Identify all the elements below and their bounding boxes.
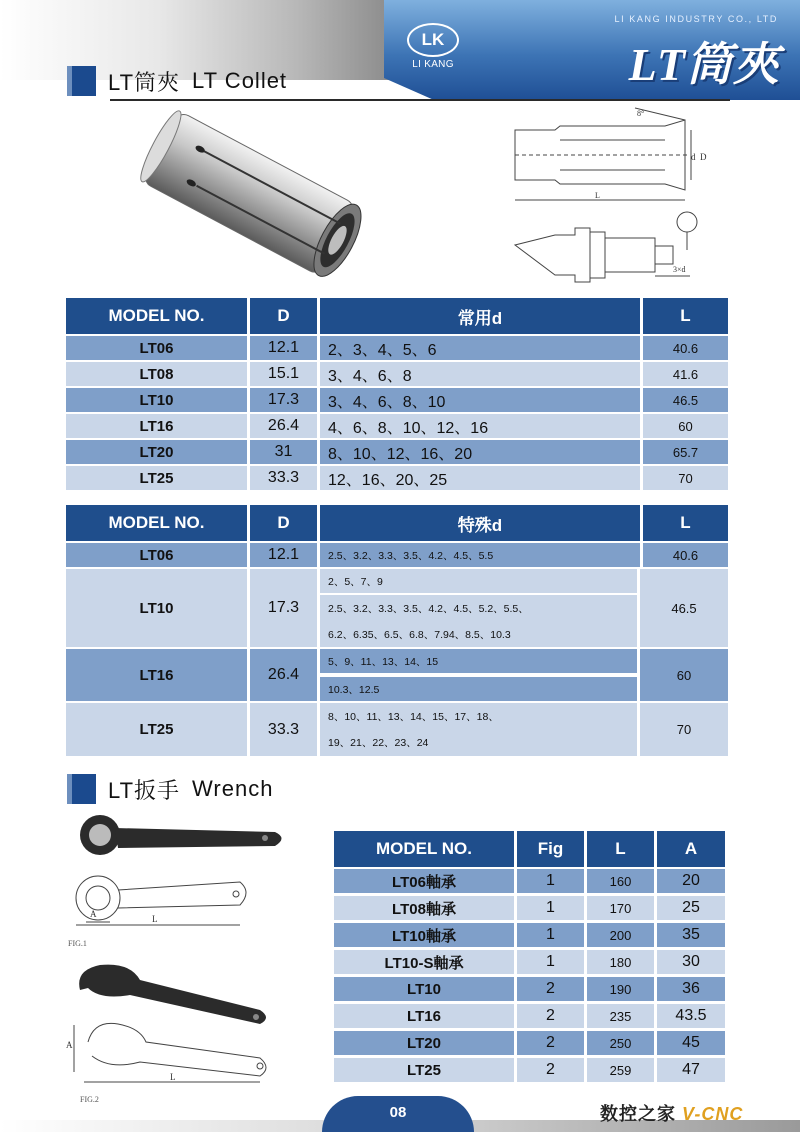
cell-model: LT16 [66, 414, 247, 438]
cell-model: LT16 [334, 1004, 514, 1028]
col-special-d: 特殊d [320, 505, 640, 541]
drawing-D-label: D [700, 152, 707, 162]
cell-d: 4、6、8、10、12、16 [320, 414, 640, 438]
cell-d-multiline [320, 703, 637, 756]
cell-model: LT06 [66, 336, 247, 360]
section-title-cn: LT扳手 [108, 777, 181, 803]
collet-technical-drawing [505, 100, 715, 290]
section-title-cn: LT筒夾 [108, 69, 181, 95]
watermark [600, 1100, 743, 1126]
cell-fig: 1 [517, 923, 584, 947]
watermark-cn: 数控之家 [600, 1104, 676, 1124]
logo-name: LI KANG [412, 59, 454, 70]
cell-D: 17.3 [250, 388, 317, 412]
cell-L: 46.5 [643, 388, 728, 412]
col-model: MODEL NO. [334, 831, 514, 867]
cell-L: 46.5 [640, 569, 728, 647]
cell-L: 160 [587, 869, 654, 893]
col-D: D [250, 505, 317, 541]
cell-L: 65.7 [643, 440, 728, 464]
cell-L: 200 [587, 923, 654, 947]
table-row [66, 362, 728, 386]
cell-model: LT10 [66, 569, 247, 647]
drawing-d-label: d [691, 152, 696, 162]
cell-model: LT06軸承 [334, 869, 514, 893]
table-row [66, 440, 728, 464]
wrench-fig1-photo [80, 815, 282, 855]
cell-d: 2、3、4、5、6 [320, 336, 640, 360]
table-row [334, 869, 728, 893]
cell-L: 170 [587, 896, 654, 920]
cell-L: 60 [643, 414, 728, 438]
drawing-deg-label: 8° [637, 109, 645, 118]
wrench-illustrations [60, 810, 290, 1110]
cell-model: LT20 [334, 1031, 514, 1055]
fig1-label-A: A [90, 909, 97, 919]
cell-fig: 2 [517, 1031, 584, 1055]
section-title-en: LT Collet [192, 68, 288, 93]
section-title-en: Wrench [192, 776, 274, 801]
cell-D: 33.3 [250, 703, 317, 756]
col-model: MODEL NO. [66, 505, 247, 541]
cell-fig: 2 [517, 977, 584, 1001]
cell-L: 70 [640, 703, 728, 756]
watermark-en: V-CNC [682, 1104, 744, 1124]
cell-model: LT10-S軸承 [334, 950, 514, 974]
col-A: A [657, 831, 725, 867]
cell-fig: 1 [517, 896, 584, 920]
cell-d: 12、16、20、25 [320, 466, 640, 490]
page-number: 08 [322, 1096, 474, 1132]
table-row [66, 543, 728, 567]
table-row [334, 950, 728, 974]
fig2-caption: FIG.2 [80, 1095, 99, 1104]
cell-d: 2、5、7、9 [320, 569, 637, 593]
cell-L: 70 [643, 466, 728, 490]
wrench-fig2-photo [79, 965, 266, 1024]
table-row [334, 1031, 728, 1055]
table2-header [66, 505, 728, 541]
table-row [334, 896, 728, 920]
company-name: LI KANG INDUSTRY CO., LTD [614, 14, 778, 24]
cell-model: LT25 [66, 466, 247, 490]
cell-model: LT25 [66, 703, 247, 756]
cell-d: 2.5、3.2、3.3、3.5、4.2、4.5、5.5 [320, 543, 640, 567]
cell-L: 40.6 [643, 543, 728, 567]
cell-A: 43.5 [657, 1004, 725, 1028]
table-row [66, 414, 728, 438]
col-L: L [643, 298, 728, 334]
wrench-fig1-drawing [76, 876, 246, 925]
cell-d: 8、10、12、16、20 [320, 440, 640, 464]
cell-L: 40.6 [643, 336, 728, 360]
cell-model: LT10 [334, 977, 514, 1001]
section-title-collet [72, 66, 287, 96]
cell-fig: 1 [517, 950, 584, 974]
table1-header [66, 298, 728, 334]
cell-model: LT20 [66, 440, 247, 464]
fig2-label-L: L [170, 1072, 176, 1082]
cell-model: LT25 [334, 1058, 514, 1082]
cell-A: 47 [657, 1058, 725, 1082]
table-row [334, 923, 728, 947]
collet-photo [128, 108, 388, 288]
cell-fig: 2 [517, 1004, 584, 1028]
cell-L: 180 [587, 950, 654, 974]
cell-L: 41.6 [643, 362, 728, 386]
cell-D: 31 [250, 440, 317, 464]
cell-d-line: 8、10、11、13、14、15、17、18、 [328, 710, 499, 723]
fig1-caption: FIG.1 [68, 939, 87, 948]
cell-d: 10.3、12.5 [320, 677, 637, 701]
col-L: L [643, 505, 728, 541]
cell-d: 3、4、6、8 [320, 362, 640, 386]
cell-L: 259 [587, 1058, 654, 1082]
col-common-d: 常用d [320, 298, 640, 334]
table-row [66, 336, 728, 360]
fig2-label-A: A [66, 1040, 73, 1050]
cell-A: 30 [657, 950, 725, 974]
table-row [66, 466, 728, 490]
cell-d-line: 2.5、3.2、3.3、3.5、4.2、4.5、5.2、5.5、 [328, 602, 529, 615]
cell-d-line: 19、21、22、23、24 [328, 737, 429, 750]
cell-A: 25 [657, 896, 725, 920]
section-title-wrench [72, 774, 273, 804]
section-marker [72, 774, 96, 804]
col-D: D [250, 298, 317, 334]
cell-D: 26.4 [250, 414, 317, 438]
cell-L: 190 [587, 977, 654, 1001]
cell-L: 60 [640, 649, 728, 701]
cell-model: LT06 [66, 543, 247, 567]
fig1-label-L: L [152, 914, 158, 924]
drawing-3xd-label: 3×d [673, 265, 686, 274]
cell-A: 45 [657, 1031, 725, 1055]
cell-A: 20 [657, 869, 725, 893]
table-row [334, 977, 728, 1001]
cell-d-multiline [320, 595, 637, 647]
section-marker [72, 66, 96, 96]
cell-model: LT16 [66, 649, 247, 701]
cell-L: 250 [587, 1031, 654, 1055]
cell-A: 36 [657, 977, 725, 1001]
drawing-L-label: L [595, 191, 600, 200]
table-row [334, 1058, 728, 1082]
cell-model: LT10 [66, 388, 247, 412]
cell-D: 33.3 [250, 466, 317, 490]
table-row [334, 1004, 728, 1028]
col-L: L [587, 831, 654, 867]
company-logo: LK [407, 23, 459, 57]
table3-header [334, 831, 728, 867]
cell-D: 15.1 [250, 362, 317, 386]
cell-A: 35 [657, 923, 725, 947]
cell-d: 3、4、6、8、10 [320, 388, 640, 412]
cell-D: 12.1 [250, 336, 317, 360]
cell-model: LT08軸承 [334, 896, 514, 920]
cell-fig: 1 [517, 869, 584, 893]
cell-fig: 2 [517, 1058, 584, 1082]
page-title: LT筒夾 [628, 39, 780, 90]
cell-model: LT10軸承 [334, 923, 514, 947]
cell-D: 26.4 [250, 649, 317, 701]
cell-d: 5、9、11、13、14、15 [320, 649, 637, 673]
cell-d-line: 6.2、6.35、6.5、6.8、7.94、8.5、10.3 [328, 628, 511, 641]
cell-model: LT08 [66, 362, 247, 386]
cell-D: 17.3 [250, 569, 317, 647]
col-fig: Fig [517, 831, 584, 867]
cell-D: 12.1 [250, 543, 317, 567]
col-model: MODEL NO. [66, 298, 247, 334]
cell-L: 235 [587, 1004, 654, 1028]
table-row [66, 388, 728, 412]
